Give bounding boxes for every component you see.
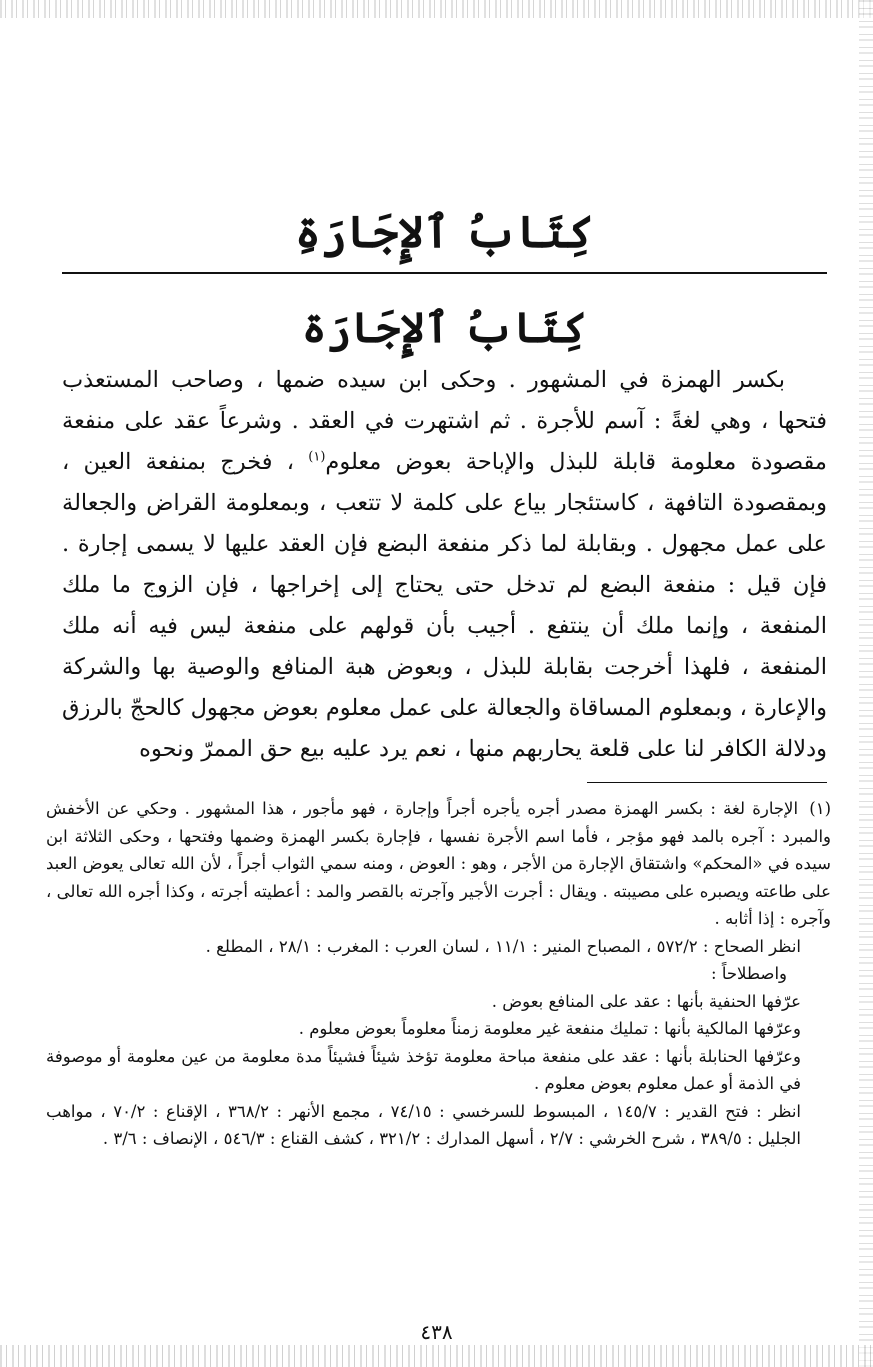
footnote-number: (١) (809, 799, 831, 818)
footnote-hanbali-definition: وعرّفها الحنابلة بأنها : عقد على منفعة مباحة معلومة تؤخذ شيئاً فشيئاً مدة معلومة من عين معلومة أو موصوفة في الذمة أو عمل معلوم بعوض معلوم . (46, 1046, 801, 1093)
footnote-istilahan: واصطلاحاً : (711, 964, 787, 983)
main-paragraph-part-1: بكسر الهمزة في المشهور . وحكى ابن سيده ضمها ، وصاحب المستعذب فتحها ، وهي لغةً : آسم للأجرة . ثم اشتهرت في العقد . وشرعاً عقد على منفعة مقصودة معلومة قابلة للبذل والإباحة بعوض معلوم (62, 367, 827, 475)
main-paragraph (62, 360, 827, 770)
chapter-title: كِتَابُ ٱلإِجَارَة (301, 303, 588, 352)
scan-edge-bottom (0, 1345, 873, 1367)
scan-edge-right (859, 0, 873, 1367)
footnote-reference: (١) (308, 449, 326, 465)
footnotes (46, 795, 831, 1153)
footnote-hanafi-definition: عرّفها الحنفية بأنها : عقد على المنافع بعوض . (491, 991, 801, 1011)
footnote-maliki-definition: وعرّفها المالكية بأنها : تمليك منفعة غير معلومة زمناً معلوماً بعوض معلوم . (298, 1019, 801, 1038)
footnote-1-references: انظر الصحاح : ٥٧٢/٢ ، المصباح المنير : ١١/١ ، لسان العرب : المغرب : ٢٨/١ ، المطلع . (205, 936, 801, 956)
main-paragraph-part-2: ، فخرج بمنفعة العين ، وبمقصودة التافهة ، كاستئجار بياع على كلمة لا تتعب ، وبمعلومة القراض والجعالة على عمل مجهول . وبقابلة لما ذكر منفعة البضع فإن العقد عليها لا يسمى إجارة . فإن قيل : منفعة البضع لم تدخل حتى يحتاج إلى إخراجها ، فإن الزوج ما ملك المنفعة ، وإنما ملك أن ينتفع . أجيب بأن قولهم على منفعة ليس فيه أنه ملك المنفعة ، فلهذا أخرجت بقابلة للبذل ، وبعوض هبة المنافع والوصية بها والشركة والإعارة ، وبمعلوم المساقاة والجعالة على عمل معلوم بعوض مجهول كالحجّ بالرزق ودلالة الكافر لنا على قلعة يحاربهم منها ، نعم يرد عليه بيع حق الممرّ ونحوه (62, 449, 827, 762)
footnote-1 (46, 795, 831, 933)
footnote-divider (587, 782, 827, 783)
title-divider (62, 272, 827, 274)
page-number: ٤٣٨ (420, 1320, 453, 1344)
scan-edge-top (0, 0, 873, 18)
footnote-1-text: الإجارة لغة : بكسر الهمزة مصدر أجره يأجره أجراً وإجارة ، فهو مأجور ، هذا المشهور . وحكي عن الأخفش والمبرد : آجره بالمد فهو مؤجر ، فأما اسم الأجرة نفسها ، فإجارة بكسر الهمزة وضمها وفتحها ، وحكى الثلاثة ابن سيده في «المحكم» واشتقاق الإجارة من الأجر ، وهو : العوض ، ومنه سمي الثواب أجراً ، لأن الله تعالى يعوض العبد على طاعته ويصبره على مصيبته . ويقال : أجرت الأجير وآجرته بالقصر والمد : أعطيته أجرته ، وكذا أجره الله تعالى ، وآجره : إذا أثابه . (46, 799, 831, 928)
book-title: كِتَابُ ٱلإِجَارَةِ (295, 207, 594, 258)
main-text (62, 360, 827, 770)
footnote-1-references-2: انظر : فتح القدير : ١٤٥/٧ ، المبسوط للسرخسي : ٧٤/١٥ ، مجمع الأنهر : ٣٦٨/٢ ، الإقناع : ٧٠/٢ ، مواهب الجليل : ٣٨٩/٥ ، شرح الخرشي : ٢/٧ ، أسهل المدارك : ٣٢١/٢ ، كشف القناع : ٥٤٦/٣ ، الإنصاف : ٣/٦ . (46, 1101, 802, 1148)
